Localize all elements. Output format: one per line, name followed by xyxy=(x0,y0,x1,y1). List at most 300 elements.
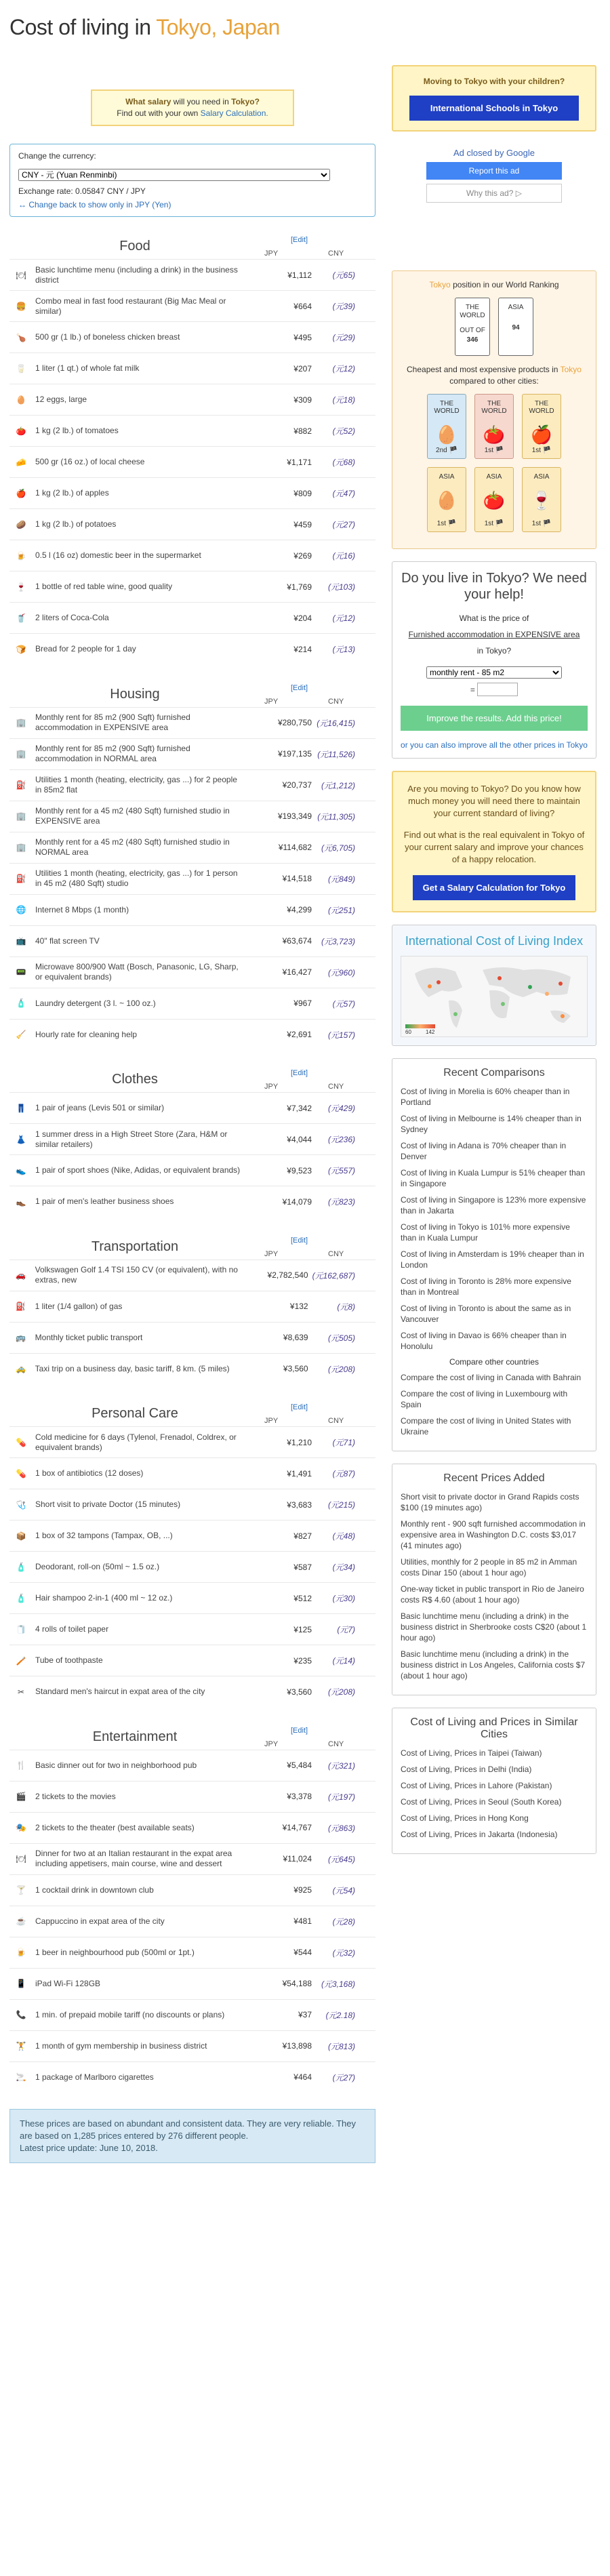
item-icon: 🍽 xyxy=(9,260,33,291)
item-price-cny: (元13) xyxy=(316,634,375,665)
item-icon: 🌐 xyxy=(9,894,33,925)
comparison-link[interactable]: Cost of living in Toronto is 28% more expensive than in Montreal xyxy=(401,1276,571,1297)
schools-text: Moving to Tokyo with your children? xyxy=(423,77,565,86)
item-name: Internet 8 Mbps (1 month) xyxy=(33,894,248,925)
world-badge-number: 346 xyxy=(466,336,479,344)
edit-link[interactable]: [Edit] xyxy=(291,1403,308,1411)
currency-box xyxy=(9,144,375,217)
item-price-cny: (元54) xyxy=(316,1874,375,1906)
price-row xyxy=(9,1906,375,1937)
item-name: Microwave 800/900 Watt (Bosch, Panasonic, LG, Sharp, or equivalent brands) xyxy=(33,957,248,988)
price-row xyxy=(9,1843,375,1874)
item-name: Basic lunchtime menu (including a drink) in the business district xyxy=(33,260,248,291)
asia-rank-badge[interactable] xyxy=(498,298,533,356)
section-entertainment xyxy=(9,1727,375,2093)
price-row xyxy=(9,384,375,416)
item-price-jpy: ¥125 xyxy=(248,1614,316,1645)
price-row xyxy=(9,738,375,769)
similar-city-link[interactable]: Cost of Living, Prices in Jakarta (Indonesia) xyxy=(401,1830,558,1839)
item-price-cny: (元8) xyxy=(312,1291,375,1322)
price-row xyxy=(9,1427,375,1458)
price-table xyxy=(9,1260,375,1385)
item-icon: 🥔 xyxy=(9,509,33,540)
item-name: Monthly rent for 85 m2 (900 Sqft) furnished accommodation in NORMAL area xyxy=(33,738,248,769)
item-price-jpy: ¥5,484 xyxy=(248,1750,316,1781)
item-price-jpy: ¥1,171 xyxy=(248,447,316,478)
item-price-cny: (元251) xyxy=(316,894,375,925)
item-name: Utilities 1 month (heating, electricity, gas ...) for 1 person in 45 m2 (480 Sqft) studio xyxy=(33,863,248,894)
column-header-cny: CNY xyxy=(328,1417,344,1425)
price-row xyxy=(9,1124,375,1155)
salary-calculation-link[interactable]: Salary Calculation. xyxy=(200,108,268,118)
world-ranking-card xyxy=(392,270,596,549)
price-row xyxy=(9,1937,375,1968)
item-price-jpy: ¥132 xyxy=(245,1291,312,1322)
item-icon: 🍽 xyxy=(9,1843,33,1874)
item-name: Monthly ticket public transport xyxy=(33,1322,245,1353)
item-name: 1 pair of men's leather business shoes xyxy=(33,1186,248,1217)
item-price-cny: (元157) xyxy=(316,1019,375,1050)
item-price-cny: (元48) xyxy=(316,1521,375,1552)
item-icon: 🍅 xyxy=(9,416,33,447)
change-back-link[interactable]: ↔ Change back to show only in JPY (Yen) xyxy=(18,200,171,209)
section-header xyxy=(9,1236,375,1260)
item-name: 1 kg (2 lb.) of potatoes xyxy=(33,509,248,540)
recent-price-item[interactable]: Utilities, monthly for 2 people in 85 m2 in Amman costs Dinar 150 (about 1 hour ago) xyxy=(401,1557,577,1577)
world-map[interactable] xyxy=(401,956,588,1037)
asia-product-tiles xyxy=(401,467,588,532)
column-header-jpy: JPY xyxy=(264,697,279,706)
similar-city-link[interactable]: Cost of Living, Prices in Hong Kong xyxy=(401,1813,529,1823)
item-icon: 📱 xyxy=(9,1968,33,1999)
item-price-jpy: ¥114,682 xyxy=(248,832,316,863)
price-row xyxy=(9,707,375,738)
price-row xyxy=(9,260,375,291)
column-header-jpy: JPY xyxy=(264,1083,279,1091)
item-price-cny: (元34) xyxy=(316,1552,375,1583)
item-price-cny: (元65) xyxy=(316,260,375,291)
price-row xyxy=(9,2030,375,2061)
item-icon: 🍴 xyxy=(9,1750,33,1781)
help-item-select[interactable] xyxy=(426,666,562,679)
item-name: 1 kg (2 lb.) of apples xyxy=(33,478,248,509)
title-prefix: Cost of living in xyxy=(9,15,157,39)
item-price-cny: (元215) xyxy=(316,1489,375,1521)
column-header-jpy: JPY xyxy=(264,1417,279,1425)
item-icon: 🍷 xyxy=(9,571,33,603)
item-price-jpy: ¥16,427 xyxy=(248,957,316,988)
price-row xyxy=(9,571,375,603)
similar-city-link[interactable]: Cost of Living, Prices in Delhi (India) xyxy=(401,1765,532,1774)
item-price-jpy: ¥14,518 xyxy=(248,863,316,894)
item-icon: 🧻 xyxy=(9,1614,33,1645)
help-title: Do you live in Tokyo? We need your help! xyxy=(401,571,587,602)
section-header xyxy=(9,1069,375,1092)
item-name: Monthly rent for 85 m2 (900 Sqft) furnished accommodation in EXPENSIVE area xyxy=(33,707,248,738)
index-scale-high: 142 xyxy=(426,1029,435,1035)
item-price-cny: (元28) xyxy=(316,1906,375,1937)
price-input[interactable] xyxy=(477,683,518,696)
help-item-link[interactable]: Furnished accommodation in EXPENSIVE area xyxy=(408,630,580,639)
item-price-cny: (元162,687) xyxy=(312,1260,375,1291)
item-name: Utilities 1 month (heating, electricity, gas ...) for 2 people in 85m2 flat xyxy=(33,769,248,801)
cheapest-c: compared to other cities: xyxy=(449,376,539,386)
help-city: in Tokyo? xyxy=(476,646,512,656)
page-title xyxy=(9,15,280,40)
column-header-jpy: JPY xyxy=(264,1249,279,1258)
asia-badge-number: 94 xyxy=(512,324,520,331)
help-card xyxy=(392,561,596,759)
price-row xyxy=(9,925,375,957)
item-icon: 🍔 xyxy=(9,291,33,322)
item-name: 1 month of gym membership in business district xyxy=(33,2030,248,2061)
item-price-jpy: ¥7,342 xyxy=(248,1093,316,1124)
edit-link[interactable]: [Edit] xyxy=(291,1236,308,1245)
price-row xyxy=(9,1552,375,1583)
world-rank-badge[interactable] xyxy=(455,298,490,356)
item-price-jpy: ¥14,079 xyxy=(248,1186,316,1217)
item-icon: 🍸 xyxy=(9,1874,33,1906)
recent-price-item[interactable]: Monthly rent - 900 sqft furnished accommodation in expensive area in Washington D.C. costs $3,017 (41 minutes ago) xyxy=(401,1519,586,1550)
item-icon: 🧀 xyxy=(9,447,33,478)
ranking-city: Tokyo xyxy=(429,280,451,289)
notice-update: Latest price update: June 10, 2018. xyxy=(20,2143,158,2153)
price-row xyxy=(9,1614,375,1645)
item-price-jpy: ¥280,750 xyxy=(248,707,316,738)
item-name: Volkswagen Golf 1.4 TSI 150 CV (or equivalent), with no extras, new xyxy=(33,1260,245,1291)
index-title[interactable]: International Cost of Living Index xyxy=(405,934,584,948)
schools-card xyxy=(392,65,596,132)
price-row xyxy=(9,894,375,925)
comparison-link[interactable]: Cost of living in Amsterdam is 19% cheaper than in London xyxy=(401,1249,584,1270)
edit-link[interactable]: [Edit] xyxy=(291,236,308,244)
item-price-cny: (元16,415) xyxy=(316,707,375,738)
price-row xyxy=(9,322,375,353)
tile-rank: 1st 🏴 xyxy=(531,447,552,454)
item-icon: 👟 xyxy=(9,1155,33,1186)
item-name: 500 gr (16 oz.) of local cheese xyxy=(33,447,248,478)
world-badge-label: THE WORLD xyxy=(460,304,485,319)
tile-region: THE WORLD xyxy=(529,400,554,415)
item-price-jpy: ¥664 xyxy=(248,291,316,322)
item-price-cny: (元3,723) xyxy=(316,925,375,957)
item-icon: 📟 xyxy=(9,957,33,988)
price-row xyxy=(9,447,375,478)
comparison-link[interactable]: Cost of living in Davao is 66% cheaper than in Honolulu xyxy=(401,1331,567,1351)
item-name: Taxi trip on a business day, basic tariff, 8 km. (5 miles) xyxy=(33,1353,245,1384)
equals-sign: = xyxy=(470,685,475,695)
tile-product-icon: 🍷 xyxy=(530,490,553,510)
similar-city-link[interactable]: Cost of Living, Prices in Lahore (Pakistan) xyxy=(401,1781,552,1790)
item-price-jpy: ¥197,135 xyxy=(248,738,316,769)
item-icon: 🍺 xyxy=(9,1937,33,1968)
world-product-tiles xyxy=(401,394,588,459)
product-rank-tile[interactable] xyxy=(427,394,466,459)
tile-rank: 1st 🏴 xyxy=(531,520,552,527)
item-price-cny: (元863) xyxy=(316,1812,375,1843)
item-price-jpy: ¥967 xyxy=(248,988,316,1019)
item-name: 2 tickets to the theater (best available seats) xyxy=(33,1812,248,1843)
comparison-link[interactable]: Cost of living in Melbourne is 14% cheaper than in Sydney xyxy=(401,1114,582,1134)
section-food xyxy=(9,236,375,665)
item-name: Cappuccino in expat area of the city xyxy=(33,1906,248,1937)
item-name: iPad Wi-Fi 128GB xyxy=(33,1968,248,1999)
price-row xyxy=(9,957,375,988)
item-name: 1 liter (1 qt.) of whole fat milk xyxy=(33,353,248,384)
product-rank-tile[interactable] xyxy=(427,467,466,532)
column-header-jpy: JPY xyxy=(264,1739,279,1748)
main-content xyxy=(9,81,375,2163)
salary-prompt-c: Tokyo? xyxy=(231,97,260,106)
item-price-cny: (元68) xyxy=(316,447,375,478)
item-price-cny: (元429) xyxy=(316,1093,375,1124)
item-price-cny: (元960) xyxy=(316,957,375,988)
section-clothes xyxy=(9,1069,375,1217)
product-rank-tile[interactable] xyxy=(522,467,561,532)
item-name: Monthly rent for a 45 m2 (480 Sqft) furnished studio in EXPENSIVE area xyxy=(33,801,248,832)
item-name: 1 summer dress in a High Street Store (Zara, H&M or similar retailers) xyxy=(33,1124,248,1155)
world-map-graphic xyxy=(401,957,588,1037)
item-name: Cold medicine for 6 days (Tylenol, Frenadol, Coldrex, or equivalent brands) xyxy=(33,1427,248,1458)
add-price-button[interactable]: Improve the results. Add this price! xyxy=(401,706,588,731)
item-name: Dinner for two at an Italian restaurant in the expat area including appetisers, main course, wine and dessert xyxy=(33,1843,248,1874)
edit-link[interactable]: [Edit] xyxy=(291,1069,308,1077)
item-price-jpy: ¥37 xyxy=(248,1999,316,2030)
item-price-jpy: ¥925 xyxy=(248,1874,316,1906)
item-icon: 🏢 xyxy=(9,707,33,738)
item-icon: ✂ xyxy=(9,1676,33,1708)
world-badge-mid: OUT OF xyxy=(460,327,485,334)
edit-link[interactable]: [Edit] xyxy=(291,1726,308,1735)
item-price-jpy: ¥20,737 xyxy=(248,769,316,801)
price-row xyxy=(9,1645,375,1676)
item-price-jpy: ¥63,674 xyxy=(248,925,316,957)
column-header-cny: CNY xyxy=(328,249,344,258)
price-row xyxy=(9,1322,375,1353)
improve-all-prices-link[interactable]: or you can also improve all the other prices in Tokyo xyxy=(401,740,588,750)
item-icon: 🍺 xyxy=(9,540,33,571)
price-row xyxy=(9,1999,375,2030)
price-row xyxy=(9,478,375,509)
index-scale-low: 60 xyxy=(405,1029,411,1035)
similar-city-link[interactable]: Cost of Living, Prices in Taipei (Taiwan) xyxy=(401,1748,542,1758)
product-rank-tile[interactable] xyxy=(474,467,514,532)
comparison-link[interactable]: Cost of living in Tokyo is 101% more expensive than in Kuala Lumpur xyxy=(401,1222,570,1243)
tile-product-icon: 🍎 xyxy=(530,424,553,445)
country-comparison-link[interactable]: Compare the cost of living in United States with Ukraine xyxy=(401,1416,571,1436)
international-schools-button[interactable]: International Schools in Tokyo xyxy=(409,96,579,121)
price-row xyxy=(9,863,375,894)
item-price-cny: (元505) xyxy=(312,1322,375,1353)
why-ad-button[interactable]: Why this ad? ▷ xyxy=(426,184,562,203)
item-price-jpy: ¥512 xyxy=(248,1583,316,1614)
price-row xyxy=(9,416,375,447)
item-name: Hair shampoo 2-in-1 (400 ml ~ 12 oz.) xyxy=(33,1583,248,1614)
item-icon: 🎭 xyxy=(9,1812,33,1843)
item-price-jpy: ¥1,769 xyxy=(248,571,316,603)
item-price-jpy: ¥544 xyxy=(248,1937,316,1968)
country-comparison-link[interactable]: Compare the cost of living in Canada with Bahrain xyxy=(401,1373,582,1382)
item-price-jpy: ¥207 xyxy=(248,353,316,384)
item-icon: 📺 xyxy=(9,925,33,957)
comparison-link[interactable]: Cost of living in Singapore is 123% more expensive than in Jakarta xyxy=(401,1195,586,1215)
price-row xyxy=(9,1968,375,1999)
salary-prompt-b: will you need in xyxy=(171,97,232,106)
recent-prices-title: Recent Prices Added xyxy=(443,1472,545,1484)
item-name: 1 bottle of red table wine, good quality xyxy=(33,571,248,603)
item-name: Hourly rate for cleaning help xyxy=(33,1019,248,1050)
item-price-jpy: ¥204 xyxy=(248,603,316,634)
item-name: 40" flat screen TV xyxy=(33,925,248,957)
item-price-cny: (元29) xyxy=(316,322,375,353)
item-name: 1 package of Marlboro cigarettes xyxy=(33,2061,248,2093)
item-price-jpy: ¥587 xyxy=(248,1552,316,1583)
column-header-cny: CNY xyxy=(328,1739,344,1748)
item-price-cny: (元813) xyxy=(316,2030,375,2061)
tile-region: ASIA xyxy=(439,473,455,481)
price-row xyxy=(9,603,375,634)
recent-price-item[interactable]: One-way ticket in public transport in Rio de Janeiro costs R$ 4.60 (about 1 hour ago) xyxy=(401,1584,584,1605)
tile-region: ASIA xyxy=(486,473,502,481)
item-price-jpy: ¥1,210 xyxy=(248,1427,316,1458)
price-row xyxy=(9,769,375,801)
item-name: 1 pair of jeans (Levis 501 or similar) xyxy=(33,1093,248,1124)
price-row xyxy=(9,1019,375,1050)
item-price-jpy: ¥3,378 xyxy=(248,1781,316,1812)
recent-price-item[interactable]: Basic lunchtime menu (including a drink) in the business district in Sherbrooke costs C$20 (about 1 hour ago) xyxy=(401,1611,587,1643)
item-name: Bread for 2 people for 1 day xyxy=(33,634,248,665)
item-price-cny: (元57) xyxy=(316,988,375,1019)
item-price-cny: (元2.18) xyxy=(316,1999,375,2030)
country-comparison-link[interactable]: Compare the cost of living in Luxembourg with Spain xyxy=(401,1389,568,1409)
get-salary-calculation-button[interactable]: Get a Salary Calculation for Tokyo xyxy=(413,875,575,900)
item-price-cny: (元557) xyxy=(316,1155,375,1186)
item-name: Laundry detergent (3 l. ~ 100 oz.) xyxy=(33,988,248,1019)
tile-product-icon: 🍅 xyxy=(483,424,506,445)
product-rank-tile[interactable] xyxy=(474,394,514,459)
section-title: Clothes xyxy=(112,1072,158,1087)
comparison-link[interactable]: Cost of living in Toronto is about the same as in Vancouver xyxy=(401,1304,571,1324)
recent-comparisons-list xyxy=(401,1086,588,1352)
item-icon: 🥚 xyxy=(9,384,33,416)
item-price-jpy: ¥269 xyxy=(248,540,316,571)
currency-select[interactable] xyxy=(18,169,330,181)
price-row xyxy=(9,634,375,665)
item-price-jpy: ¥1,491 xyxy=(248,1458,316,1489)
tile-rank: 1st 🏴 xyxy=(484,447,504,454)
price-row xyxy=(9,1093,375,1124)
item-price-cny: (元236) xyxy=(316,1124,375,1155)
section-title: Entertainment xyxy=(92,1729,178,1744)
item-icon: 🍞 xyxy=(9,634,33,665)
help-question: What is the price of xyxy=(459,613,529,623)
item-price-jpy: ¥4,299 xyxy=(248,894,316,925)
price-row xyxy=(9,353,375,384)
column-header-jpy: JPY xyxy=(264,249,279,258)
item-name: 1 liter (1/4 gallon) of gas xyxy=(33,1291,245,1322)
ad-closed-box xyxy=(392,144,596,203)
asia-badge-label: ASIA xyxy=(508,304,524,311)
price-table xyxy=(9,1426,375,1708)
item-price-jpy: ¥495 xyxy=(248,322,316,353)
item-icon: 💊 xyxy=(9,1458,33,1489)
item-price-cny: (元645) xyxy=(316,1843,375,1874)
product-rank-tile[interactable] xyxy=(522,394,561,459)
recent-price-item[interactable]: Short visit to private doctor in Grand Rapids costs $100 (19 minutes ago) xyxy=(401,1492,580,1512)
item-price-jpy: ¥11,024 xyxy=(248,1843,316,1874)
item-icon: 📦 xyxy=(9,1521,33,1552)
item-price-cny: (元208) xyxy=(316,1676,375,1708)
comparison-link[interactable]: Cost of living in Morelia is 60% cheaper than in Portland xyxy=(401,1087,570,1107)
item-name: 1 box of antibiotics (12 doses) xyxy=(33,1458,248,1489)
report-ad-button[interactable]: Report this ad xyxy=(426,162,562,180)
cost-sections xyxy=(9,236,375,2093)
item-name: 12 eggs, large xyxy=(33,384,248,416)
price-row xyxy=(9,291,375,322)
item-price-jpy: ¥1,112 xyxy=(248,260,316,291)
item-price-cny: (元849) xyxy=(316,863,375,894)
similar-city-link[interactable]: Cost of Living, Prices in Seoul (South Korea) xyxy=(401,1797,562,1807)
item-price-jpy: ¥54,188 xyxy=(248,1968,316,1999)
comparison-link[interactable]: Cost of living in Adana is 70% cheaper than in Denver xyxy=(401,1141,567,1161)
item-price-jpy: ¥4,044 xyxy=(248,1124,316,1155)
tile-product-icon: 🥚 xyxy=(435,424,458,445)
item-icon: 🥛 xyxy=(9,353,33,384)
tile-product-icon: 🥚 xyxy=(435,490,458,510)
price-row xyxy=(9,801,375,832)
data-reliability-notice xyxy=(9,2109,375,2163)
tile-region: ASIA xyxy=(533,473,550,481)
item-price-jpy: ¥309 xyxy=(248,384,316,416)
item-icon: 👞 xyxy=(9,1186,33,1217)
price-row xyxy=(9,1676,375,1708)
item-price-cny: (元47) xyxy=(316,478,375,509)
tile-product-icon: 🍅 xyxy=(483,490,506,510)
item-price-jpy: ¥3,560 xyxy=(248,1676,316,1708)
edit-link[interactable]: [Edit] xyxy=(291,683,308,692)
item-icon: 🩺 xyxy=(9,1489,33,1521)
section-header xyxy=(9,1403,375,1426)
item-name: 500 gr (1 lb.) of boneless chicken breast xyxy=(33,322,248,353)
tile-rank: 2nd 🏴 xyxy=(436,447,458,454)
recent-price-item[interactable]: Basic lunchtime menu (including a drink) in the business district in Los Angeles, California costs $7 (about 1 hour ago) xyxy=(401,1649,586,1681)
item-price-jpy: ¥2,691 xyxy=(248,1019,316,1050)
item-price-cny: (元197) xyxy=(316,1781,375,1812)
item-price-jpy: ¥2,782,540 xyxy=(245,1260,312,1291)
item-price-cny: (元11,526) xyxy=(316,738,375,769)
item-icon: ☕ xyxy=(9,1906,33,1937)
item-icon: 🚗 xyxy=(9,1260,33,1291)
item-price-cny: (元16) xyxy=(316,540,375,571)
item-name: 1 pair of sport shoes (Nike, Adidas, or equivalent brands) xyxy=(33,1155,248,1186)
section-header xyxy=(9,236,375,259)
item-price-jpy: ¥9,523 xyxy=(248,1155,316,1186)
item-name: Standard men's haircut in expat area of the city xyxy=(33,1676,248,1708)
item-icon: 🏋 xyxy=(9,2030,33,2061)
item-icon: 🧴 xyxy=(9,988,33,1019)
item-price-cny: (元14) xyxy=(316,1645,375,1676)
item-price-cny: (元87) xyxy=(316,1458,375,1489)
section-transportation xyxy=(9,1236,375,1385)
price-row xyxy=(9,1291,375,1322)
price-row xyxy=(9,1186,375,1217)
item-price-cny: (元823) xyxy=(316,1186,375,1217)
comparison-link[interactable]: Cost of living in Kuala Lumpur is 51% cheaper than in Singapore xyxy=(401,1168,586,1188)
price-row xyxy=(9,1155,375,1186)
item-price-cny: (元27) xyxy=(316,509,375,540)
item-price-jpy: ¥8,639 xyxy=(245,1322,312,1353)
title-city: Tokyo, Japan xyxy=(156,15,280,39)
